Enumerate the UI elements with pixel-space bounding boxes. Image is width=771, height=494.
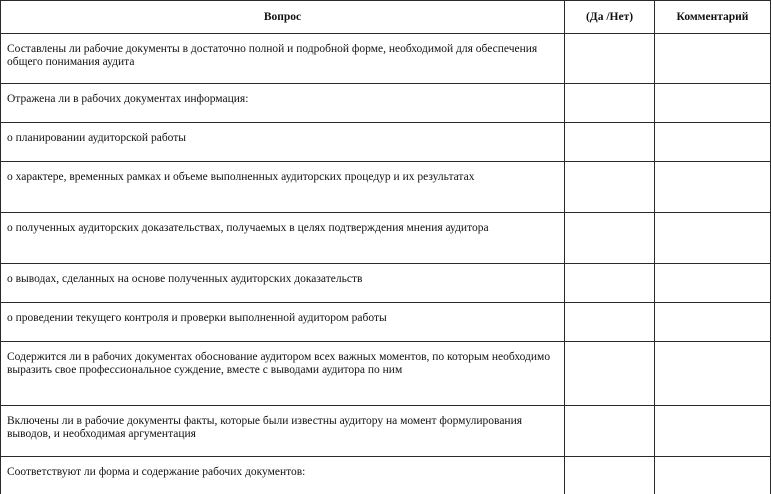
table-row <box>1 34 771 84</box>
header-comment: Комментарий <box>655 1 771 34</box>
table-row <box>1 406 771 457</box>
answer-cell[interactable] <box>565 84 655 123</box>
question-cell: о планировании аудиторской работы <box>1 123 565 162</box>
header-answer: (Да /Нет) <box>565 1 655 34</box>
table-row <box>1 162 771 213</box>
table-row <box>1 123 771 162</box>
question-cell: о полученных аудиторских доказательствах, получаемых в целях подтверждения мнения аудитора <box>1 213 565 264</box>
comment-cell[interactable] <box>655 406 771 457</box>
answer-cell[interactable] <box>565 123 655 162</box>
table-row <box>1 84 771 123</box>
table-header-row <box>1 1 771 34</box>
header-question: Вопрос <box>1 1 565 34</box>
question-cell: Отражена ли в рабочих документах информация: <box>1 84 565 123</box>
comment-cell[interactable] <box>655 123 771 162</box>
comment-cell[interactable] <box>655 213 771 264</box>
comment-cell[interactable] <box>655 342 771 406</box>
answer-cell[interactable] <box>565 303 655 342</box>
answer-cell[interactable] <box>565 457 655 494</box>
question-cell: о характере, временных рамках и объеме выполненных аудиторских процедур и их результатах <box>1 162 565 213</box>
table-row <box>1 213 771 264</box>
question-cell: Соответствуют ли форма и содержание рабочих документов: <box>1 457 565 494</box>
question-cell: Включены ли в рабочие документы факты, которые были известны аудитору на момент формулирования выводов, и необходимая аргументация <box>1 406 565 457</box>
question-cell: Содержится ли в рабочих документах обоснование аудитором всех важных моментов, по которым необходимо выразить свое профессиональное суждение, вместе с выводами аудитора по ним <box>1 342 565 406</box>
comment-cell[interactable] <box>655 34 771 84</box>
comment-cell[interactable] <box>655 162 771 213</box>
answer-cell[interactable] <box>565 162 655 213</box>
question-cell: о проведении текущего контроля и проверки выполненной аудитором работы <box>1 303 565 342</box>
answer-cell[interactable] <box>565 264 655 303</box>
table-row <box>1 342 771 406</box>
table-row <box>1 264 771 303</box>
answer-cell[interactable] <box>565 34 655 84</box>
table-row <box>1 303 771 342</box>
table-row <box>1 457 771 494</box>
question-cell: о выводах, сделанных на основе полученных аудиторских доказательств <box>1 264 565 303</box>
comment-cell[interactable] <box>655 264 771 303</box>
comment-cell[interactable] <box>655 303 771 342</box>
answer-cell[interactable] <box>565 213 655 264</box>
comment-cell[interactable] <box>655 457 771 494</box>
answer-cell[interactable] <box>565 406 655 457</box>
comment-cell[interactable] <box>655 84 771 123</box>
question-cell: Составлены ли рабочие документы в достаточно полной и подробной форме, необходимой для обеспечения общего понимания аудита <box>1 34 565 84</box>
answer-cell[interactable] <box>565 342 655 406</box>
